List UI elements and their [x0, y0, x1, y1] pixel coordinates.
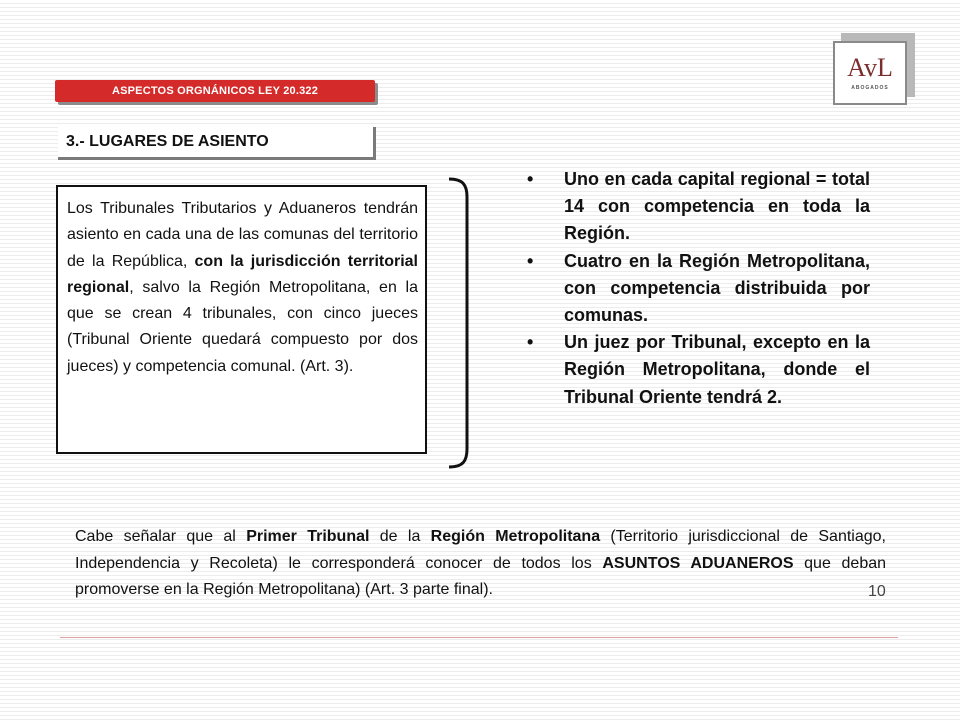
- section-banner: [55, 80, 375, 102]
- bullet-marker: •: [527, 332, 534, 353]
- description-text-1: Los Tribunales Tributarios y Aduaneros tendrán asiento en cada una de las comunas del territorio de la República,: [67, 200, 418, 270]
- footer-divider: [60, 637, 898, 638]
- bullet-text: Uno en cada capital regional = total 14 con competencia en toda la Región.: [564, 169, 870, 244]
- footer-bold-1: Primer Tribunal: [246, 528, 370, 545]
- banner-label: ASPECTOS ORGNÁNICOS LEY 20.322: [111, 85, 319, 97]
- logo-main-text: AvL: [847, 53, 893, 82]
- footer-bold-3: ASUNTOS ADUANEROS: [602, 554, 794, 572]
- footer-bold-2: Región Metropolitana: [430, 528, 601, 545]
- bullet-item: [524, 248, 870, 330]
- footer-text-4: que deban promoverse en la Región Metropolitana) (Art. 3 parte final).: [75, 554, 887, 598]
- bullet-item: [524, 329, 870, 411]
- footer-paragraph: [75, 524, 886, 604]
- description-box: [56, 185, 427, 454]
- logo-box: [833, 41, 907, 105]
- description-bold: con la jurisdicción territorial regional: [67, 252, 418, 296]
- bullet-marker: •: [527, 250, 534, 271]
- description-text-2: , salvo la Región Metropolitana, en la que se crean 4 tribunales, con cinco jueces (Tribunal Oriente quedará compuesto por dos jueces) y competencia comunal. (Art. 3).: [67, 278, 418, 375]
- footer-text-3: (Territorio jurisdiccional de Santiago, Independencia y Recoleta) le corresponderá conocer de todos los: [75, 528, 886, 572]
- logo-sub-text: ABOGADOS: [851, 85, 889, 91]
- bullet-item: [524, 166, 870, 248]
- page-number: 10: [868, 583, 886, 600]
- footer-text-2: de la: [369, 528, 431, 545]
- bullet-text: Un juez por Tribunal, excepto en la Región Metropolitana, donde el Tribunal Oriente tendrá 2.: [564, 332, 870, 407]
- footer-text-1: Cabe señalar que al: [75, 528, 247, 545]
- firm-logo: [833, 33, 915, 105]
- bullet-text: Cuatro en la Región Metropolitana, con competencia distribuida por comunas.: [564, 250, 870, 326]
- bullet-list: [524, 166, 870, 411]
- bullet-marker: •: [527, 169, 534, 189]
- section-title-text: 3.- LUGARES DE ASIENTO: [66, 133, 269, 150]
- section-title: [58, 127, 376, 160]
- right-brace-icon: [445, 177, 475, 469]
